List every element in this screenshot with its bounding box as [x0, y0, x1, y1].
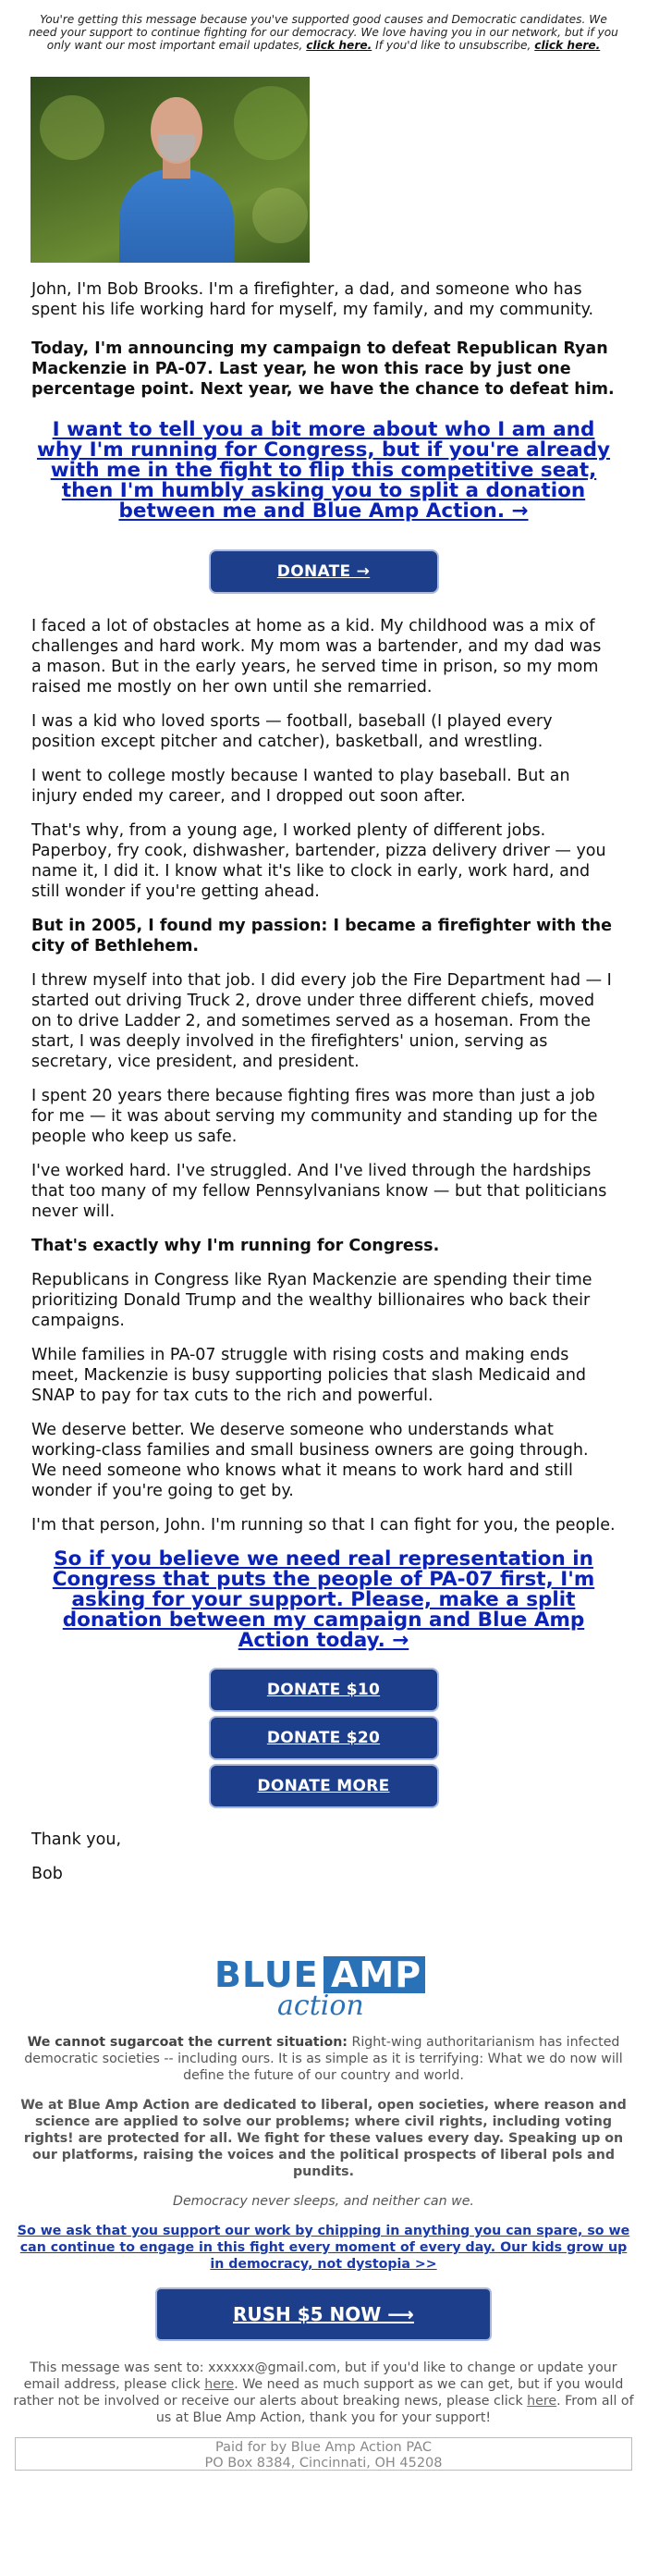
logo-word-action: action [277, 1990, 364, 2022]
story-paragraph-12: We deserve better. We deserve someone who understands what working-class families and small business owners are going through. We need someone who knows what it means to work hard and still wonder if you're going to get by. [31, 1421, 589, 1500]
footer-paragraph-1-text: Right-wing authoritarianism has infected democratic societies -- including ours. It is as simple as it is terrifying: What we do now will define the future of our country and world. [24, 2035, 623, 2083]
story-paragraph-5: But in 2005, I found my passion: I became a firefighter with the city of Bethlehem. [31, 917, 612, 955]
donate-10-button[interactable]: DONATE $10 [209, 1668, 439, 1712]
story-paragraph-2: I was a kid who loved sports — football, baseball (I played every position except pitcher and catcher), basketball, and wrestling. [31, 712, 553, 751]
opt-out-link[interactable]: here [527, 2394, 557, 2409]
intro-paragraph: John, I'm Bob Brooks. I'm a firefighter, a dad, and someone who has spent his life working hard for myself, my family, and my community. [31, 280, 594, 319]
po-box-line: PO Box 8384, Cincinnati, OH 45208 [204, 2456, 443, 2471]
story-paragraph-11: While families in PA-07 struggle with rising costs and making ends meet, Mackenzie is busy supporting policies that slash Medicaid and SNAP to pay for tax cuts to the rich and powerful. [31, 1346, 587, 1405]
donate-cta-link-1[interactable]: I want to tell you a bit more about who I am and why I'm running for Congress, but if you're already with me in the fight to flip this competitive seat, then I'm humbly asking you to split a donation between me and Blue Amp Action. → [36, 418, 611, 523]
footer-paragraph-2: We at Blue Amp Action are dedicated to liberal, open societies, where reason and science are applied to solve our problems; where civil rights, including voting rights! are protected for all. We fight for these values every day. Speaking up on our platforms, raising the voices and the political prospects of liberal pols and pundits. [20, 2098, 627, 2179]
story-paragraph-1: I faced a lot of obstacles at home as a kid. My childhood was a mix of challenges and hard work. My mom was a bartender, and my dad was a mason. But in the early years, he served time in prison, so my mom raised me mostly on her own until she remarried. [31, 617, 602, 696]
story-paragraph-3: I went to college mostly because I wanted to play baseball. But an injury ended my career, and I dropped out soon after. [31, 767, 570, 806]
announcement-paragraph: Today, I'm announcing my campaign to defeat Republican Ryan Mackenzie in PA-07. Last year, he won this race by just one percentage point. Next year, we have the chance to defeat him. [31, 339, 615, 399]
blue-amp-action-logo [213, 1954, 434, 2025]
paid-for-line: Paid for by Blue Amp Action PAC [215, 2440, 432, 2455]
donate-button[interactable]: DONATE → [209, 549, 439, 594]
preheader-text: You're getting this message because you've supported good causes and Democratic candidates. We need your support to continue fighting for our democracy. We love having you in our network, but if you only want our most important email updates, [29, 13, 618, 52]
story-paragraph-7: I spent 20 years there because fighting fires was more than just a job for me — it was about serving my community and standing up for the people who keep us safe. [31, 1087, 598, 1146]
notice-text-1: This message was sent to: xxxxxx@gmail.com, but if you'd like to change or update your email address, please click [23, 2360, 617, 2392]
footer-notice [11, 2360, 636, 2426]
email-preferences-link[interactable]: click here. [306, 39, 372, 52]
footer [0, 2034, 647, 2426]
rush-5-button[interactable]: RUSH $5 NOW ⟶ [155, 2287, 492, 2341]
story-paragraph-6: I threw myself into that job. I did every job the Fire Department had — I started out driving Truck 2, drove under three different chiefs, moved on to drive Ladder 2, and sometimes served as a hoseman. From the start, I was deeply involved in the firefighters' union, serving as secretary, vice president, and president. [31, 971, 612, 1071]
donate-cta-link-2[interactable]: So if you believe we need real representation in Congress that puts the people of PA-07 first, I'm asking for your support. Please, make a split donation between my campaign and Blue Amp Action today. → [52, 1547, 595, 1652]
story-paragraph-9: That's exactly why I'm running for Congress. [31, 1237, 440, 1255]
notice-text-3: . From all of us at Blue Amp Action, thank you for your support! [155, 2394, 634, 2425]
footer-paragraph-3: Democracy never sleeps, and neither can we. [173, 2194, 474, 2209]
footer-paragraph-1 [11, 2034, 636, 2084]
footer-lead-in: We cannot sugarcoat the current situation: [27, 2035, 348, 2050]
closing-thanks: Thank you, [31, 1830, 122, 1849]
hero-image-container [0, 52, 647, 263]
story-paragraph-8: I've worked hard. I've struggled. And I've lived through the hardships that too many of my fellow Pennsylvanians know — but that politicians never will. [31, 1162, 607, 1221]
story-paragraph-10: Republicans in Congress like Ryan Mackenzie are spending their time prioritizing Donald Trump and the wealthy billionaires who back their campaigns. [31, 1271, 592, 1330]
story-paragraph-13: I'm that person, John. I'm running so that I can fight for you, the people. [31, 1516, 616, 1535]
paid-for-disclaimer [15, 2437, 632, 2471]
donate-20-button[interactable]: DONATE $20 [209, 1716, 439, 1760]
preheader [28, 0, 619, 52]
preheader-text-2: If you'd like to unsubscribe, [372, 39, 535, 52]
update-email-link[interactable]: here [204, 2377, 235, 2392]
donate-more-button[interactable]: DONATE MORE [209, 1764, 439, 1808]
candidate-photo [31, 77, 310, 263]
signature: Bob [31, 1865, 63, 1883]
support-link[interactable]: So we ask that you support our work by chipping in anything you can spare, so we can continue to engage in this fight every moment of every day. Our kids grow up in democracy, not dystopia >> [17, 2224, 630, 2272]
logo-word-blue: BLUE [214, 1954, 319, 1995]
notice-text-2: . We need as much support as we can get, but if you would rather not be involved or receive our alerts about breaking news, please click [13, 2377, 624, 2409]
unsubscribe-link[interactable]: click here. [534, 39, 601, 52]
story-paragraph-4: That's why, from a young age, I worked plenty of different jobs. Paperboy, fry cook, dishwasher, bartender, pizza delivery driver — you name it, I did it. I know what it's like to clock in early, work hard, and still wonder if you're getting ahead. [31, 821, 606, 901]
logo-word-amp: AMP [331, 1954, 422, 1995]
letter-body [0, 279, 647, 1884]
